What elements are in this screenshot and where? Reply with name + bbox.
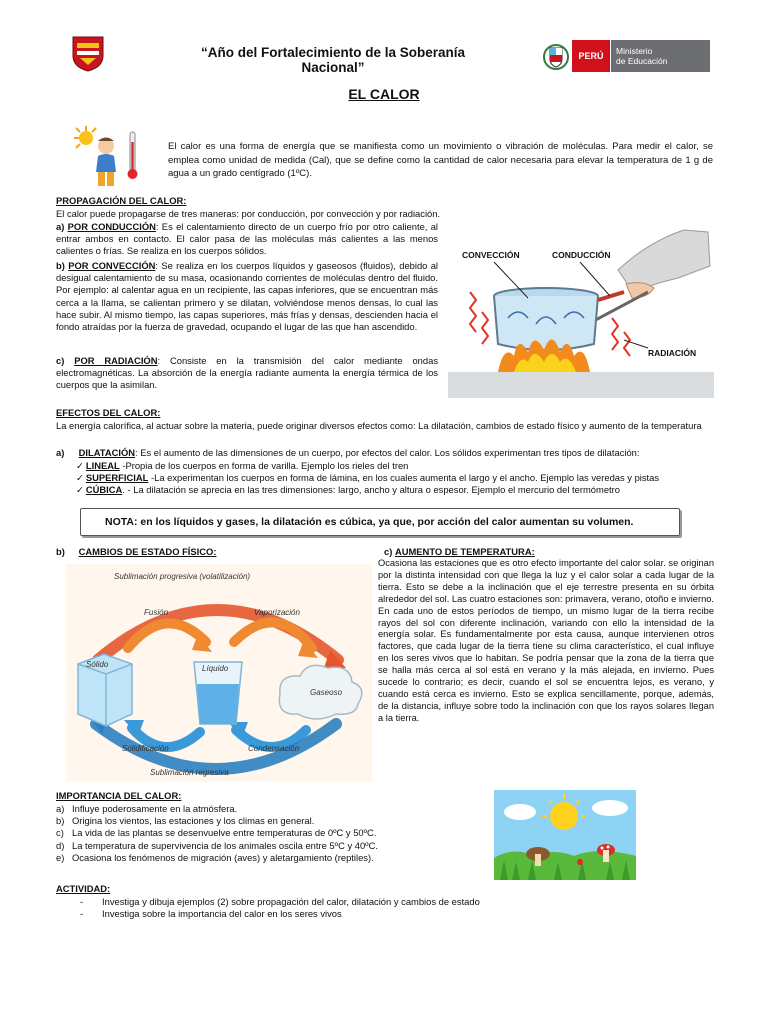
item-text: Origina los vientos, las estaciones y los climas en general. xyxy=(72,815,315,827)
label-conveccion: CONVECCIÓN xyxy=(462,250,520,260)
importancia-item xyxy=(56,827,476,839)
type-lineal-term: LINEAL xyxy=(85,460,120,471)
conveccion-letter: b) xyxy=(56,260,65,271)
intro-paragraph: El calor es una forma de energía que se manifiesta como un movimiento o vibración de moléculas. Para medir el calor, se emplea como unidad de medida (Cal), que se define como la cantidad de calor necesaria para elevar la temperatura de 1 g de agua a un grado centígrado (1ºC). xyxy=(168,141,713,179)
label-solido: Sólido xyxy=(86,660,109,669)
item-text: Ocasiona los fenómenos de migración (aves) y aletargamiento (reptiles). xyxy=(72,851,374,863)
actividad-list xyxy=(76,896,636,920)
item-letter: e) xyxy=(56,851,65,863)
label-sublimacion-progresiva: Sublimación progresiva (volatilización) xyxy=(114,572,251,581)
dash-marker: - xyxy=(80,908,84,920)
item-letter: c) xyxy=(56,827,64,839)
label-condensacion: Condensación xyxy=(248,744,300,753)
state-changes-diagram xyxy=(66,564,372,782)
dilatacion-letter: a) xyxy=(56,447,65,458)
item-text: Influye poderosamente en la atmósfera. xyxy=(72,803,238,814)
radiacion-paragraph xyxy=(56,355,438,392)
heat-transfer-illustration xyxy=(448,222,714,398)
actividad-item xyxy=(76,896,636,908)
importancia-list xyxy=(56,803,476,864)
type-cubica-text: . - La dilatación se aprecia en las tres dimensiones: largo, ancho y altura o espesor. Ejemplo el mercurio del termómetro xyxy=(122,484,620,496)
actividad-heading: ACTIVIDAD: xyxy=(56,883,111,894)
slogan: “Año del Fortalecimiento de la Soberanía Nacional” xyxy=(200,45,466,75)
cambios-term: CAMBIOS DE ESTADO FÍSICO: xyxy=(78,546,217,557)
page-title: EL CALOR xyxy=(348,86,420,102)
minedu-logo xyxy=(572,40,710,72)
radiacion-letter: c) xyxy=(56,355,65,366)
conduccion-text: : Es el calentamiento directo de un cuerpo frío por otro caliente, al entrar ambos en contacto. El calor pasa de las moléculas más calientes a las menos calientes o frías. Se realiza en los cuerpos sólidos. xyxy=(56,221,439,257)
nota-text: NOTA: en los líquidos y gases, la dilatación es cúbica, ya que, por acción del calor aumentan su volumen. xyxy=(105,516,634,528)
label-radiacion: RADIACIÓN xyxy=(648,348,697,358)
conveccion-text: : Se realiza en los cuerpos líquidos y gaseosos (fluidos), debido al desigual calentamiento de su masa, ocasionando corrientes de moléculas dentro del fluido. Por ejemplo: al calentar agua en un recipiente, las capas inferiores, que se encuentran más cerca a la llama, se calientan primero y se dilatan, volviéndose menos densas, lo cual las hace subir. Al mismo tiempo, las capas superiores, más frías y densas, descienden hacia el fondo atraídas por la fuerza de gravedad, ocupando el lugar de las que han ascendido. xyxy=(56,260,439,333)
item-letter: b) xyxy=(56,815,65,827)
check-icon: ✓ xyxy=(76,472,84,484)
type-cubica-term: CÚBICA xyxy=(85,484,123,496)
nota-box xyxy=(80,508,680,536)
check-icon: ✓ xyxy=(76,484,84,496)
ministry-line2: de Educación xyxy=(616,56,668,66)
propagacion-heading: PROPAGACIÓN DEL CALOR: xyxy=(56,195,187,206)
type-cubica xyxy=(76,484,726,496)
conveccion-paragraph xyxy=(56,260,438,333)
peru-label: PERÚ xyxy=(572,40,610,72)
label-conduccion: CONDUCCIÓN xyxy=(552,250,611,260)
efectos-heading: EFECTOS DEL CALOR: xyxy=(56,407,161,418)
type-superficial xyxy=(76,472,726,484)
check-icon: ✓ xyxy=(76,460,84,471)
radiacion-text: : Consiste en la transmisión del calor mediante ondas electromagnéticas. La absorción de la energía radiante aumenta la energía térmica de los cuerpos que la asimilan. xyxy=(56,355,439,391)
importancia-heading: IMPORTANCIA DEL CALOR: xyxy=(56,790,182,801)
dilatacion-types xyxy=(76,460,726,497)
aumento-letter: c) xyxy=(384,546,393,557)
item-letter: a) xyxy=(56,803,65,814)
school-logo xyxy=(70,34,106,72)
label-liquido: Líquido xyxy=(202,664,229,673)
dash-marker: - xyxy=(80,896,84,907)
radiacion-term: POR RADIACIÓN xyxy=(74,355,158,366)
importancia-item xyxy=(56,803,476,815)
actividad-text: Investiga y dibuja ejemplos (2) sobre propagación del calor, dilatación y cambios de estado xyxy=(102,896,480,907)
type-superficial-text: -La experimentan los cuerpos en forma de lámina, en los cuales aumenta el largo y el ancho. Ejemplo las veredas y pistas xyxy=(148,472,660,484)
importancia-item xyxy=(56,815,476,827)
aumento-paragraph: Ocasiona las estaciones que es otro efecto importante del calor solar. se originan por la distinta intensidad con que llega la luz y el calor solar a cada lugar de la tierra. Esto se debe a la inclinación que el eje terrestre presenta en su órbita alrededor del sol. Las cuatro estaciones son: primavera, verano, otoño e invierno. En cada uno de estos períodos de tiempo, un mismo lugar de la tierra recibe rayos del sol con diferente inclinación, variando con ello la intensidad de la energía solar. Es fundamentalmente por esta causa, aunque intervienen otros factores, que cada lugar de la tierra tiene su clima característico, el cual influye en los seres vivos que lo habitan. Se podría pensar que la zona de la tierra que se halla más cerca al sol está en verano y la más alejada, en invierno. Pues sucede lo contrario; es decir, cuando el sol se encuentra lejos, es verano, y cuando está cerca es invierno. Esto se explica sencillamente, porque, además, de la distancia, influye sobre todo la inclinación con que los rayos solares llegan a la tierra. xyxy=(378,558,714,723)
item-text: La vida de las plantas se desenvuelve entre temperaturas de 0ºC y 50ºC. xyxy=(72,827,377,839)
label-sublimacion-regresiva: Sublimación regresiva xyxy=(150,768,229,777)
actividad-text: Investiga sobre la importancia del calor en los seres vivos xyxy=(102,908,342,920)
aumento-term: AUMENTO DE TEMPERATURA: xyxy=(394,546,535,557)
label-gaseoso: Gaseoso xyxy=(310,688,343,697)
peru-coat-of-arms-icon xyxy=(543,41,569,71)
importancia-item xyxy=(56,852,476,864)
label-vaporizacion: Vaporización xyxy=(254,608,300,617)
cambios-letter: b) xyxy=(56,546,65,557)
importancia-item xyxy=(56,840,476,852)
type-lineal-text: -Propia de los cuerpos en forma de varilla. Ejemplo los rieles del tren xyxy=(119,460,409,471)
label-fusion: Fusión xyxy=(144,608,169,617)
cambios-heading xyxy=(56,546,216,558)
label-solidificacion: Solidificación xyxy=(122,744,169,753)
conduccion-letter: a) xyxy=(56,221,65,232)
conduccion-paragraph xyxy=(56,221,438,258)
dilatacion-paragraph xyxy=(56,447,718,459)
ministry-label xyxy=(610,40,710,72)
nature-illustration xyxy=(494,790,636,880)
actividad-item xyxy=(76,908,636,920)
ministry-line1: Ministerio xyxy=(616,46,653,56)
dilatacion-text: : Es el aumento de las dimensiones de un cuerpo, por efectos del calor. Los sólidos experimentan tres tipos de dilatación: xyxy=(135,447,640,458)
conduccion-term: POR CONDUCCIÓN xyxy=(67,221,156,232)
item-letter: d) xyxy=(56,839,65,851)
dilatacion-term: DILATACIÓN xyxy=(78,447,136,458)
type-superficial-term: SUPERFICIAL xyxy=(85,472,149,484)
conveccion-term: POR CONVECCIÓN xyxy=(68,260,156,271)
efectos-lead: La energía calorífica, al actuar sobre la materia, puede originar diversos efectos como: La dilatación, cambios de estado físico y aumento de la temperatura xyxy=(56,420,702,431)
aumento-heading xyxy=(384,546,535,558)
item-text: La temperatura de supervivencia de los animales oscila entre 5ºC y 40ºC. xyxy=(72,839,378,851)
type-lineal xyxy=(76,460,726,472)
hot-person-illustration xyxy=(72,124,144,190)
propagacion-lead: El calor puede propagarse de tres maneras: por conducción, por convección y por radiación. xyxy=(56,208,441,219)
